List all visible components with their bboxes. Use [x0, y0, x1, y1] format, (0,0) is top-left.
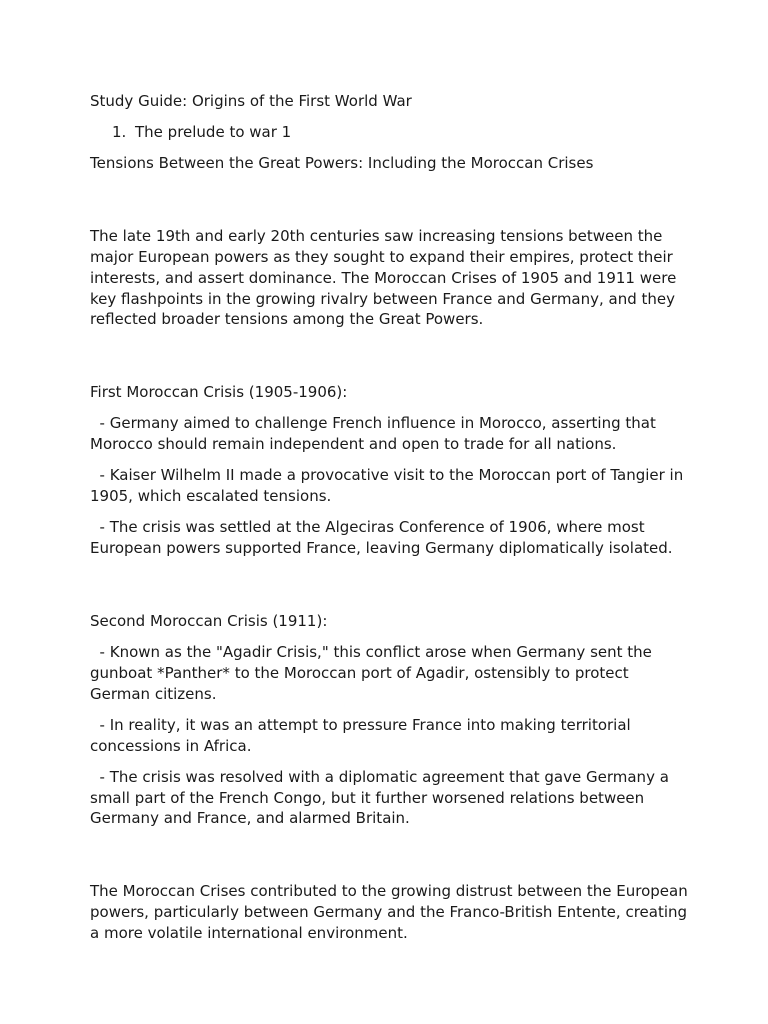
- blank-line: [90, 185, 690, 227]
- conclusion-paragraph: The Moroccan Crises contributed to the growing distrust between the European powers, particularly between Germany and the Franco-British Entente, creating a more volatile international environment.: [90, 882, 693, 942]
- blank-line: [90, 569, 690, 611]
- list-number: 1.: [112, 123, 127, 142]
- list-item-text: The prelude to war 1: [135, 123, 292, 142]
- second-crisis-point: - In reality, it was an attempt to pressure France into making territorial concessions in Africa.: [90, 715, 636, 755]
- document-page: [90, 91, 693, 954]
- blank-line: [90, 840, 690, 882]
- document-title: Study Guide: Origins of the First World War: [90, 92, 412, 110]
- second-crisis-heading: Second Moroccan Crisis (1911):: [90, 611, 328, 630]
- first-crisis-heading: First Moroccan Crisis (1905-1906):: [90, 383, 348, 402]
- first-crisis-point: - Kaiser Wilhelm II made a provocative visit to the Moroccan port of Tangier in 1905, which escalated tensions.: [90, 466, 689, 506]
- second-crisis-point: - The crisis was resolved with a diplomatic agreement that gave Germany a small part of the French Congo, but it further worsened relations between Germany and France, and alarmed Britain.: [90, 767, 674, 828]
- section-heading: Tensions Between the Great Powers: Including the Moroccan Crises: [90, 154, 594, 173]
- first-crisis-point: - The crisis was settled at the Algeciras Conference of 1906, where most European powers supported France, leaving Germany diplomatically isolated.: [90, 518, 673, 558]
- blank-line: [90, 341, 690, 383]
- intro-paragraph: The late 19th and early 20th centuries saw increasing tensions between the major European powers as they sought to expand their empires, protect their interests, and assert dominance. The Moroccan Crises of 1905 and 1911 were key flashpoints in the growing rivalry between France and Germany, and they reflected broader tensions among the Great Powers.: [90, 227, 682, 329]
- first-crisis-point: - Germany aimed to challenge French influence in Morocco, asserting that Morocco should remain independent and open to trade for all nations.: [90, 414, 661, 454]
- numbered-list-item: [90, 122, 690, 143]
- second-crisis-point: - Known as the "Agadir Crisis," this conflict arose when Germany sent the gunboat *Panther* to the Moroccan port of Agadir, ostensibly to protect German citizens.: [90, 643, 657, 703]
